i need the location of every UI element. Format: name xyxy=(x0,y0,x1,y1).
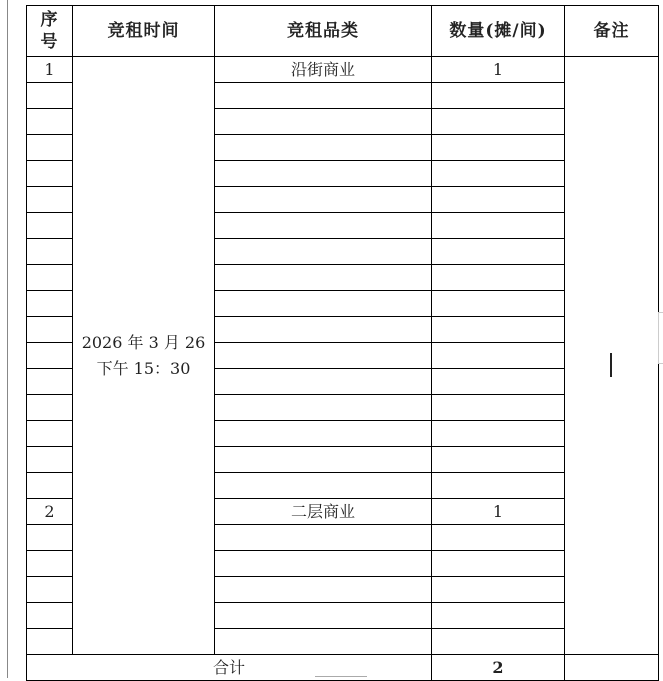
cell-quantity xyxy=(432,447,565,473)
cell-category xyxy=(215,239,432,265)
table-body xyxy=(27,57,659,681)
cell-seq xyxy=(27,577,73,603)
cell-seq xyxy=(27,369,73,395)
cell-seq xyxy=(27,265,73,291)
cell-seq xyxy=(27,83,73,109)
cell-category xyxy=(215,395,432,421)
cell-quantity xyxy=(432,239,565,265)
cell-seq xyxy=(27,109,73,135)
cell-seq xyxy=(27,161,73,187)
cell-quantity xyxy=(432,83,565,109)
cell-category xyxy=(215,421,432,447)
cell-quantity xyxy=(432,109,565,135)
cell-category: 沿街商业 xyxy=(215,57,432,83)
cell-quantity xyxy=(432,265,565,291)
cell-quantity xyxy=(432,135,565,161)
time-line-1: 2026 年 3 月 26 xyxy=(81,332,206,352)
header-time: 竞租时间 xyxy=(73,6,215,57)
cell-quantity xyxy=(432,343,565,369)
cell-category xyxy=(215,447,432,473)
cell-category xyxy=(215,629,432,655)
cell-seq xyxy=(27,239,73,265)
cell-seq xyxy=(27,291,73,317)
cell-seq xyxy=(27,395,73,421)
cell-seq xyxy=(27,317,73,343)
page-margin-line xyxy=(7,0,8,678)
cell-quantity xyxy=(432,421,565,447)
total-value: 2 xyxy=(432,655,565,681)
header-quantity: 数量(摊/间) xyxy=(432,6,565,57)
footer-mark xyxy=(315,676,367,677)
cell-seq xyxy=(27,135,73,161)
cell-quantity xyxy=(432,161,565,187)
cell-quantity xyxy=(432,551,565,577)
table-header-row xyxy=(27,6,659,57)
cell-seq xyxy=(27,447,73,473)
cell-seq xyxy=(27,473,73,499)
cell-seq: 1 xyxy=(27,57,73,83)
cell-quantity xyxy=(432,629,565,655)
cell-category xyxy=(215,473,432,499)
cell-category xyxy=(215,161,432,187)
cell-category xyxy=(215,135,432,161)
cell-category xyxy=(215,603,432,629)
cell-category xyxy=(215,213,432,239)
cell-quantity xyxy=(432,473,565,499)
cell-category xyxy=(215,525,432,551)
header-remark: 备注 xyxy=(565,6,659,57)
cell-quantity xyxy=(432,395,565,421)
cell-quantity xyxy=(432,369,565,395)
cell-category xyxy=(215,317,432,343)
cell-seq xyxy=(27,343,73,369)
cell-quantity xyxy=(432,317,565,343)
time-line-2: 下午 15：30 xyxy=(96,358,191,378)
cell-category xyxy=(215,369,432,395)
cell-quantity xyxy=(432,187,565,213)
bidding-table xyxy=(26,5,659,681)
cell-category xyxy=(215,291,432,317)
header-category: 竞租品类 xyxy=(215,6,432,57)
cell-seq xyxy=(27,525,73,551)
cell-category xyxy=(215,343,432,369)
total-label: 合计 xyxy=(27,655,432,681)
cell-seq xyxy=(27,187,73,213)
cell-quantity xyxy=(432,525,565,551)
cell-seq xyxy=(27,551,73,577)
cell-category xyxy=(215,265,432,291)
cell-time xyxy=(73,57,215,655)
cell-seq xyxy=(27,213,73,239)
cell-category xyxy=(215,187,432,213)
header-seq: 序 号 xyxy=(27,6,73,57)
total-remark xyxy=(565,655,659,681)
cell-category xyxy=(215,109,432,135)
cell-quantity xyxy=(432,291,565,317)
cell-category: 二层商业 xyxy=(215,499,432,525)
cell-category xyxy=(215,551,432,577)
table-row xyxy=(27,57,659,83)
cell-seq xyxy=(27,421,73,447)
cell-category xyxy=(215,83,432,109)
text-cursor xyxy=(610,353,612,377)
cell-seq xyxy=(27,629,73,655)
gutter-mark xyxy=(658,312,663,364)
cell-category xyxy=(215,577,432,603)
cell-quantity xyxy=(432,603,565,629)
cell-seq: 2 xyxy=(27,499,73,525)
cell-quantity xyxy=(432,213,565,239)
cell-quantity: 1 xyxy=(432,57,565,83)
cell-quantity: 1 xyxy=(432,499,565,525)
cell-seq xyxy=(27,603,73,629)
cell-quantity xyxy=(432,577,565,603)
